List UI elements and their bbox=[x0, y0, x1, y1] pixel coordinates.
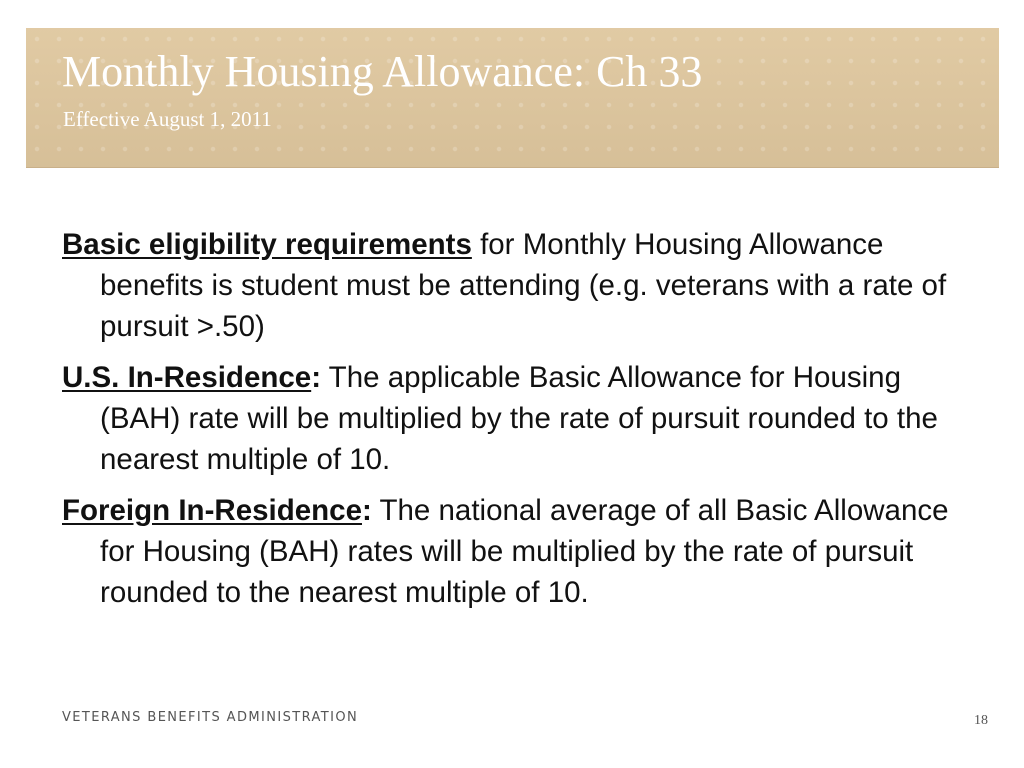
paragraph-colon: : bbox=[311, 361, 322, 394]
page-number: 18 bbox=[974, 713, 988, 728]
footer-organization: VETERANS BENEFITS ADMINISTRATION bbox=[62, 710, 359, 725]
paragraph-colon: : bbox=[361, 494, 372, 527]
slide-title: Monthly Housing Allowance: Ch 33 bbox=[62, 47, 703, 96]
paragraph-us-in-residence bbox=[62, 357, 962, 480]
paragraph-foreign-in-residence bbox=[62, 490, 962, 613]
paragraph-lead: U.S. In-Residence bbox=[62, 361, 312, 394]
slide-body bbox=[62, 224, 962, 623]
paragraph-lead: Foreign In-Residence bbox=[62, 494, 362, 527]
paragraph-basic-eligibility bbox=[62, 224, 962, 347]
paragraph-text: The national average of all Basic Allowance for Housing (BAH) rates will be multiplied by the rate of pursuit rounded to the nearest multiple of 10. bbox=[100, 494, 949, 609]
paragraph-lead: Basic eligibility requirements bbox=[62, 228, 472, 261]
title-banner bbox=[26, 28, 999, 168]
paragraph-text: The applicable Basic Allowance for Housing (BAH) rate will be multiplied by the rate of pursuit rounded to the nearest multiple of 10. bbox=[100, 361, 938, 476]
paragraph-text: for Monthly Housing Allowance benefits is student must be attending (e.g. veterans with a rate of pursuit >.50) bbox=[100, 228, 947, 343]
slide-subtitle: Effective August 1, 2011 bbox=[63, 107, 272, 131]
